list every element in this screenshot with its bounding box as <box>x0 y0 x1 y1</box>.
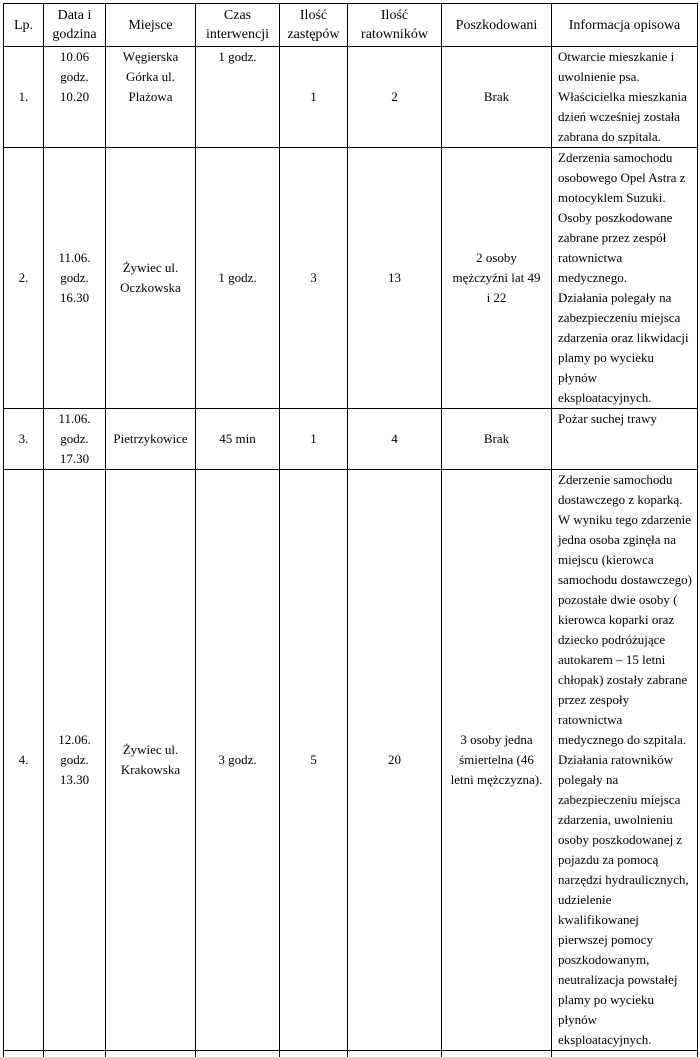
cell-text: 2 <box>391 89 398 104</box>
cell-text: 17.30 <box>48 449 101 469</box>
cell-text: dziecko podróżujące <box>558 630 694 650</box>
cell-text: 10.06 <box>48 47 101 67</box>
cell-text: 1 <box>310 431 317 446</box>
cell-text: 11.06. <box>48 248 101 268</box>
cell-text: Zderzenie samochodu <box>558 470 694 490</box>
place-cell <box>106 148 196 409</box>
cell-text: narzędzi hydraulicznych, <box>558 870 694 890</box>
info-cell <box>552 470 698 1051</box>
cell-text: plamy po wycieku płynów <box>558 990 694 1030</box>
cell-text: Brak <box>446 429 547 449</box>
cell-text: Żywiec ul. <box>110 258 191 278</box>
cell-text: 3 godz. <box>218 752 256 767</box>
cell-text: 13.30 <box>48 770 101 790</box>
rescuers-cell <box>348 148 442 409</box>
cell-text: letni mężczyzna). <box>446 770 547 790</box>
cell-text: zabrana do szpitala. <box>558 127 694 147</box>
cell-text: 2 osoby <box>446 248 547 268</box>
cell-text: Węgierska <box>110 47 191 67</box>
cell-text: 16.30 <box>48 288 101 308</box>
cell-text: mężczyźni lat 49 <box>446 268 547 288</box>
cell-text: Plażowa <box>110 87 191 107</box>
cell-text: kierowca koparki oraz <box>558 610 694 630</box>
place-cell <box>106 47 196 148</box>
cell-text: W wyniku tego zdarzenie <box>558 510 694 530</box>
cell-text: Brak <box>446 87 547 107</box>
header-units: Ilość zastępów <box>280 4 348 47</box>
header-duration: Czas interwencji <box>196 4 280 47</box>
lp-cell <box>4 148 44 409</box>
empty-cell <box>552 1051 698 1057</box>
cell-text: zdarzenia, uwolnieniu <box>558 810 694 830</box>
cell-text: dzień wcześniej została <box>558 107 694 127</box>
duration-cell <box>196 47 280 148</box>
table-row <box>4 409 698 470</box>
lp-cell <box>4 409 44 470</box>
cell-text: 5 <box>310 752 317 767</box>
cell-text: 1 godz. <box>218 49 256 64</box>
cell-text: Działania ratowników <box>558 750 694 770</box>
rescuers-cell <box>348 470 442 1051</box>
rescuers-cell <box>348 47 442 148</box>
cell-text: 3 <box>310 270 317 285</box>
cell-text: neutralizacja powstałej <box>558 970 694 990</box>
cell-text: eksploatacyjnych. <box>558 1030 694 1050</box>
cell-text: 3. <box>19 431 29 446</box>
cell-text: uwolnienie psa. <box>558 67 694 87</box>
table-row <box>4 470 698 1051</box>
cell-text: 11.06. <box>48 409 101 429</box>
cell-text: medycznego do szpitala. <box>558 730 694 750</box>
cell-text: ratownictwa medycznego. <box>558 248 694 288</box>
cell-text: polegały na <box>558 770 694 790</box>
cell-text: Pietrzykowice <box>110 429 191 449</box>
cell-text: plamy po wycieku płynów <box>558 348 694 388</box>
cell-text: zabezpieczeniu miejsca <box>558 308 694 328</box>
header-lp: Lp. <box>4 4 44 47</box>
cell-text: 10.20 <box>48 87 101 107</box>
cell-text: Osoby poszkodowane <box>558 208 694 228</box>
cell-text: autokarem – 15 letni <box>558 650 694 670</box>
header-injured: Poszkodowani <box>442 4 552 47</box>
cell-text: godz. <box>48 429 101 449</box>
units-cell <box>280 148 348 409</box>
date-cell <box>44 470 106 1051</box>
cell-text: 4. <box>19 752 29 767</box>
injured-cell <box>442 47 552 148</box>
date-cell <box>44 47 106 148</box>
cell-text: Pożar suchej trawy <box>558 409 694 429</box>
header-row <box>4 4 698 47</box>
cell-text: 20 <box>388 752 401 767</box>
injured-cell <box>442 148 552 409</box>
duration-cell <box>196 409 280 470</box>
place-cell <box>106 409 196 470</box>
cell-text: 4 <box>391 431 398 446</box>
cell-text: dostawczego z koparką. <box>558 490 694 510</box>
cell-text: miejscu (kierowca <box>558 550 694 570</box>
cell-text: 1. <box>19 89 29 104</box>
cell-text: Zderzenia samochodu <box>558 148 694 168</box>
cell-text: chłopak) zostały zabrane <box>558 670 694 690</box>
lp-cell <box>4 470 44 1051</box>
cell-text: Krakowska <box>110 760 191 780</box>
cell-text: 12.06. <box>48 730 101 750</box>
empty-cell <box>196 1051 280 1057</box>
cell-text: Oczkowska <box>110 278 191 298</box>
cell-text: Właścicielka mieszkania <box>558 87 694 107</box>
units-cell <box>280 470 348 1051</box>
lp-cell <box>4 47 44 148</box>
cell-text: Żywiec ul. <box>110 740 191 760</box>
cell-text: godz. <box>48 268 101 288</box>
place-cell <box>106 470 196 1051</box>
cell-text: udzielenie kwalifikowanej <box>558 890 694 930</box>
empty-cell <box>442 1051 552 1057</box>
cell-text: jedna osoba zginęła na <box>558 530 694 550</box>
date-cell <box>44 148 106 409</box>
cell-text: zabrane przez zespół <box>558 228 694 248</box>
injured-cell <box>442 409 552 470</box>
cell-text: pojazdu za pomocą <box>558 850 694 870</box>
cell-text: 13 <box>388 270 401 285</box>
info-cell <box>552 47 698 148</box>
cell-text: Otwarcie mieszkanie i <box>558 47 694 67</box>
cell-text: osobowego Opel Astra z <box>558 168 694 188</box>
header-date: Data i godzina <box>44 4 106 47</box>
cell-text: 1 <box>310 89 317 104</box>
cell-text: poszkodowanym, <box>558 950 694 970</box>
cell-text: pozostałe dwie osoby ( <box>558 590 694 610</box>
cell-text: zdarzenia oraz likwidacji <box>558 328 694 348</box>
info-cell <box>552 148 698 409</box>
cell-text: śmiertelna (46 <box>446 750 547 770</box>
header-place: Miejsce <box>106 4 196 47</box>
empty-cell <box>4 1051 44 1057</box>
cell-text: pierwszej pomocy <box>558 930 694 950</box>
cell-text: zabezpieczeniu miejsca <box>558 790 694 810</box>
cell-text: 2. <box>19 270 29 285</box>
cell-text: eksploatacyjnych. <box>558 388 694 408</box>
incident-table <box>3 3 698 1057</box>
cell-text: samochodu dostawczego) <box>558 570 694 590</box>
injured-cell <box>442 470 552 1051</box>
date-cell <box>44 409 106 470</box>
cell-text: motocyklem Suzuki. <box>558 188 694 208</box>
empty-cell <box>106 1051 196 1057</box>
cell-text: godz. <box>48 67 101 87</box>
cell-text: przez zespoły ratownictwa <box>558 690 694 730</box>
duration-cell <box>196 470 280 1051</box>
info-cell <box>552 409 698 470</box>
cell-text: 1 godz. <box>218 270 256 285</box>
empty-cell <box>348 1051 442 1057</box>
duration-cell <box>196 148 280 409</box>
rescuers-cell <box>348 409 442 470</box>
cell-text: godz. <box>48 750 101 770</box>
cell-text: 3 osoby jedna <box>446 730 547 750</box>
empty-cell <box>44 1051 106 1057</box>
table-row <box>4 47 698 148</box>
header-info: Informacja opisowa <box>552 4 698 47</box>
units-cell <box>280 409 348 470</box>
cell-text: 45 min <box>219 431 255 446</box>
cell-text: i 22 <box>446 288 547 308</box>
cell-text: Działania polegały na <box>558 288 694 308</box>
units-cell <box>280 47 348 148</box>
cell-text: Górka ul. <box>110 67 191 87</box>
cell-text: osoby poszkodowanej z <box>558 830 694 850</box>
empty-cell <box>280 1051 348 1057</box>
table-row-continuation <box>4 1051 698 1057</box>
table-row <box>4 148 698 409</box>
header-rescuers: Ilość ratowników <box>348 4 442 47</box>
